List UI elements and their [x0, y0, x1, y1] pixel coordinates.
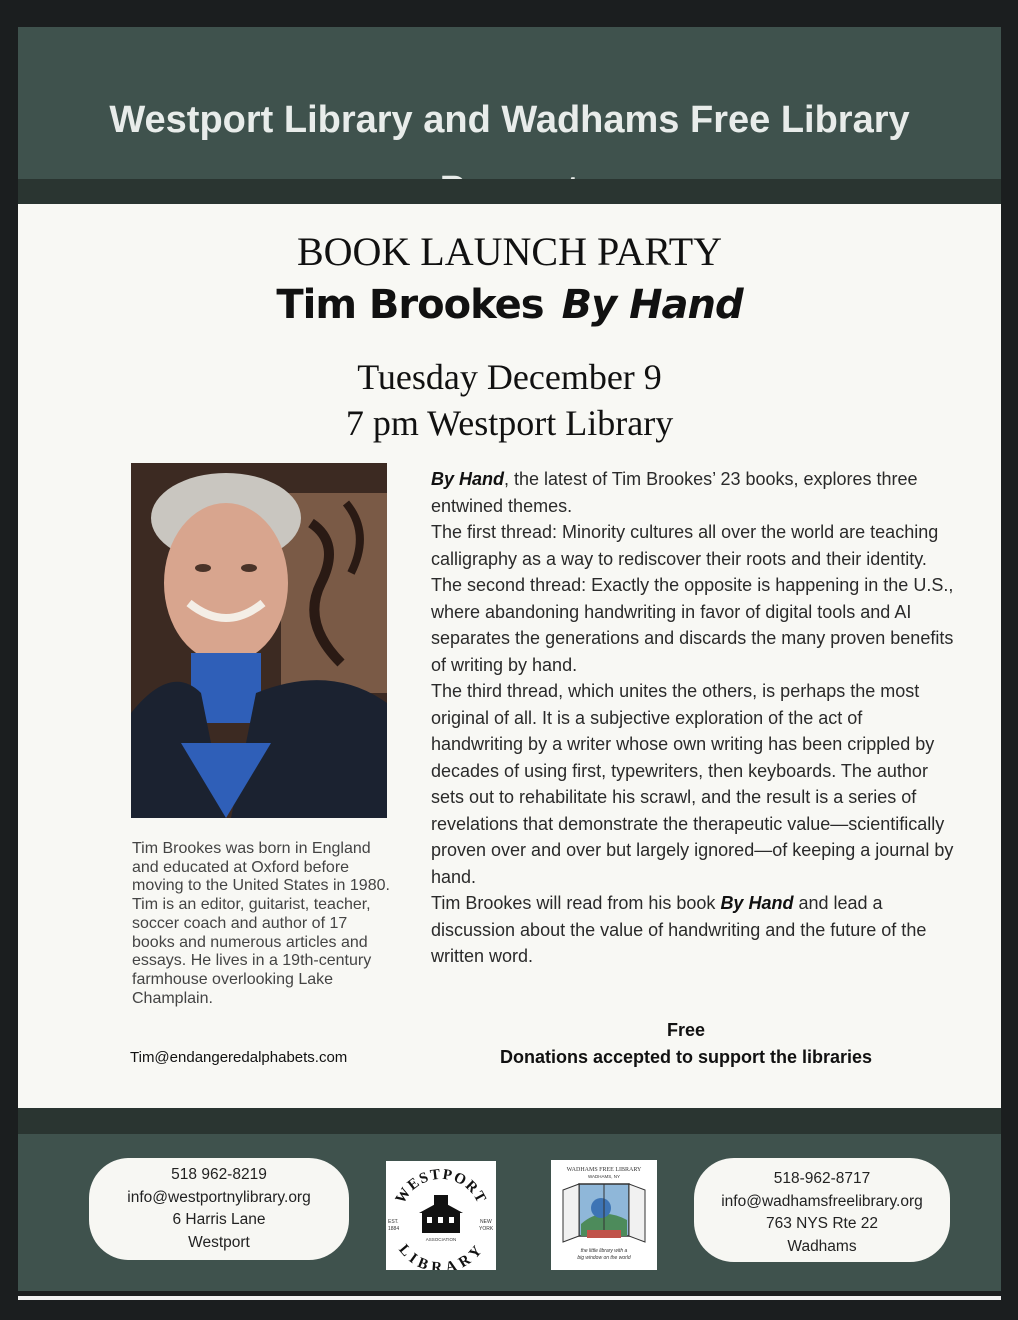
- event-title: BOOK LAUNCH PARTY: [296, 229, 723, 274]
- westport-logo-bottom: LIBRARY: [395, 1241, 487, 1270]
- wadhams-library-logo: [551, 1160, 657, 1270]
- westport-logo-top: WESTPORT: [392, 1166, 490, 1207]
- wadhams-contact-card: [694, 1158, 950, 1262]
- author-portrait-image: [131, 463, 387, 818]
- library-building-icon: [419, 1195, 463, 1233]
- bottom-rule: [18, 1296, 1001, 1300]
- admission-info: [481, 1017, 891, 1071]
- logo-new: NEW: [480, 1219, 492, 1225]
- header-divider: [18, 179, 1001, 204]
- footer-divider: [18, 1108, 1001, 1134]
- book-headline: [18, 282, 1001, 328]
- wadhams-email[interactable]: info@wadhamsfreelibrary.org: [721, 1192, 923, 1210]
- wadhams-logo-icon: [551, 1160, 657, 1270]
- logo-est: EST.: [388, 1219, 399, 1225]
- westport-contact-card: [89, 1158, 349, 1260]
- westport-address: 6 Harris Lane: [172, 1211, 266, 1228]
- description-paragraph: Tim Brookes will read from his book By Hand and lead a discussion about the value of handwriting and the future of the written word.: [431, 893, 927, 966]
- author-photo: [131, 463, 387, 818]
- author-email[interactable]: Tim@endangeredalphabets.com: [130, 1049, 348, 1066]
- logo-association: ASSOCIATION: [425, 1237, 457, 1242]
- wadhams-town: Wadhams: [787, 1237, 857, 1255]
- flyer-body: [18, 204, 1001, 1108]
- description-paragraph: By Hand, the latest of Tim Brookes’ 23 books, explores three entwined themes.: [431, 469, 918, 516]
- presenters-title: Westport Library and Wadhams Free Library: [109, 99, 910, 141]
- header-banner: [18, 27, 1001, 179]
- window-icon: [563, 1184, 645, 1242]
- book-title-inline: By Hand: [431, 469, 505, 489]
- event-date: Tuesday December 9: [357, 357, 662, 397]
- description-paragraph: The third thread, which unites the others, is perhaps the most original of all. It is a subjective exploration of the act of handwriting by a writer whose own writing has been crippled by decades of using first, typewriters, then keyboards. The author sets out to rehabilitate his scrawl, and the result is a series of revelations that demonstrate the therapeutic value—scientifically proven over and over but largely ignored—of keeping a journal by hand.: [431, 681, 954, 887]
- author-bio: Tim Brookes was born in England and educated at Oxford before moving to the United States in 1980. Tim is an editor, guitarist, teacher, soccer coach and author of 17 books and numerous articles and essays. He lives in a 19th-century farmhouse overlooking Lake Champlain.: [132, 840, 390, 1007]
- wadhams-tagline-2: big window on the world: [577, 1255, 631, 1261]
- westport-town: Westport: [188, 1233, 250, 1251]
- description-paragraph: The first thread: Minority cultures all over the world are teaching calligraphy as a way to rediscover their roots and their identity.: [431, 522, 939, 569]
- westport-phone[interactable]: 518 962-8219: [171, 1166, 267, 1183]
- wadhams-phone[interactable]: 518-962-8717: [773, 1170, 871, 1187]
- wadhams-logo-sub: WADHAMS, NY: [587, 1174, 621, 1179]
- donations-label: Donations accepted to support the libraries: [499, 1047, 873, 1067]
- logo-year: 1884: [388, 1226, 400, 1232]
- wadhams-logo-top: WADHAMS FREE LIBRARY: [566, 1167, 642, 1173]
- wadhams-address: 763 NYS Rte 22: [765, 1215, 878, 1232]
- footer: [18, 1134, 1001, 1291]
- westport-logo-icon: [386, 1161, 496, 1270]
- description-paragraph: The second thread: Exactly the opposite is happening in the U.S., where abandoning handwriting in favor of digital tools and AI separates the generations and discards the many proven benefits of writing by hand.: [431, 575, 954, 675]
- book-title: By Hand: [561, 282, 743, 328]
- wadhams-tagline-1: the little library with a: [580, 1248, 628, 1254]
- free-label: Free: [666, 1020, 706, 1040]
- westport-library-logo: [386, 1161, 496, 1270]
- book-title-inline: By Hand: [720, 893, 794, 913]
- book-description: [431, 466, 956, 970]
- author-name: Tim Brookes: [276, 282, 544, 328]
- westport-email[interactable]: info@westportnylibrary.org: [127, 1188, 311, 1206]
- svg-text:LIBRARY: [395, 1242, 486, 1270]
- event-time-place: 7 pm Westport Library: [345, 403, 674, 443]
- logo-york: YORK: [479, 1226, 494, 1232]
